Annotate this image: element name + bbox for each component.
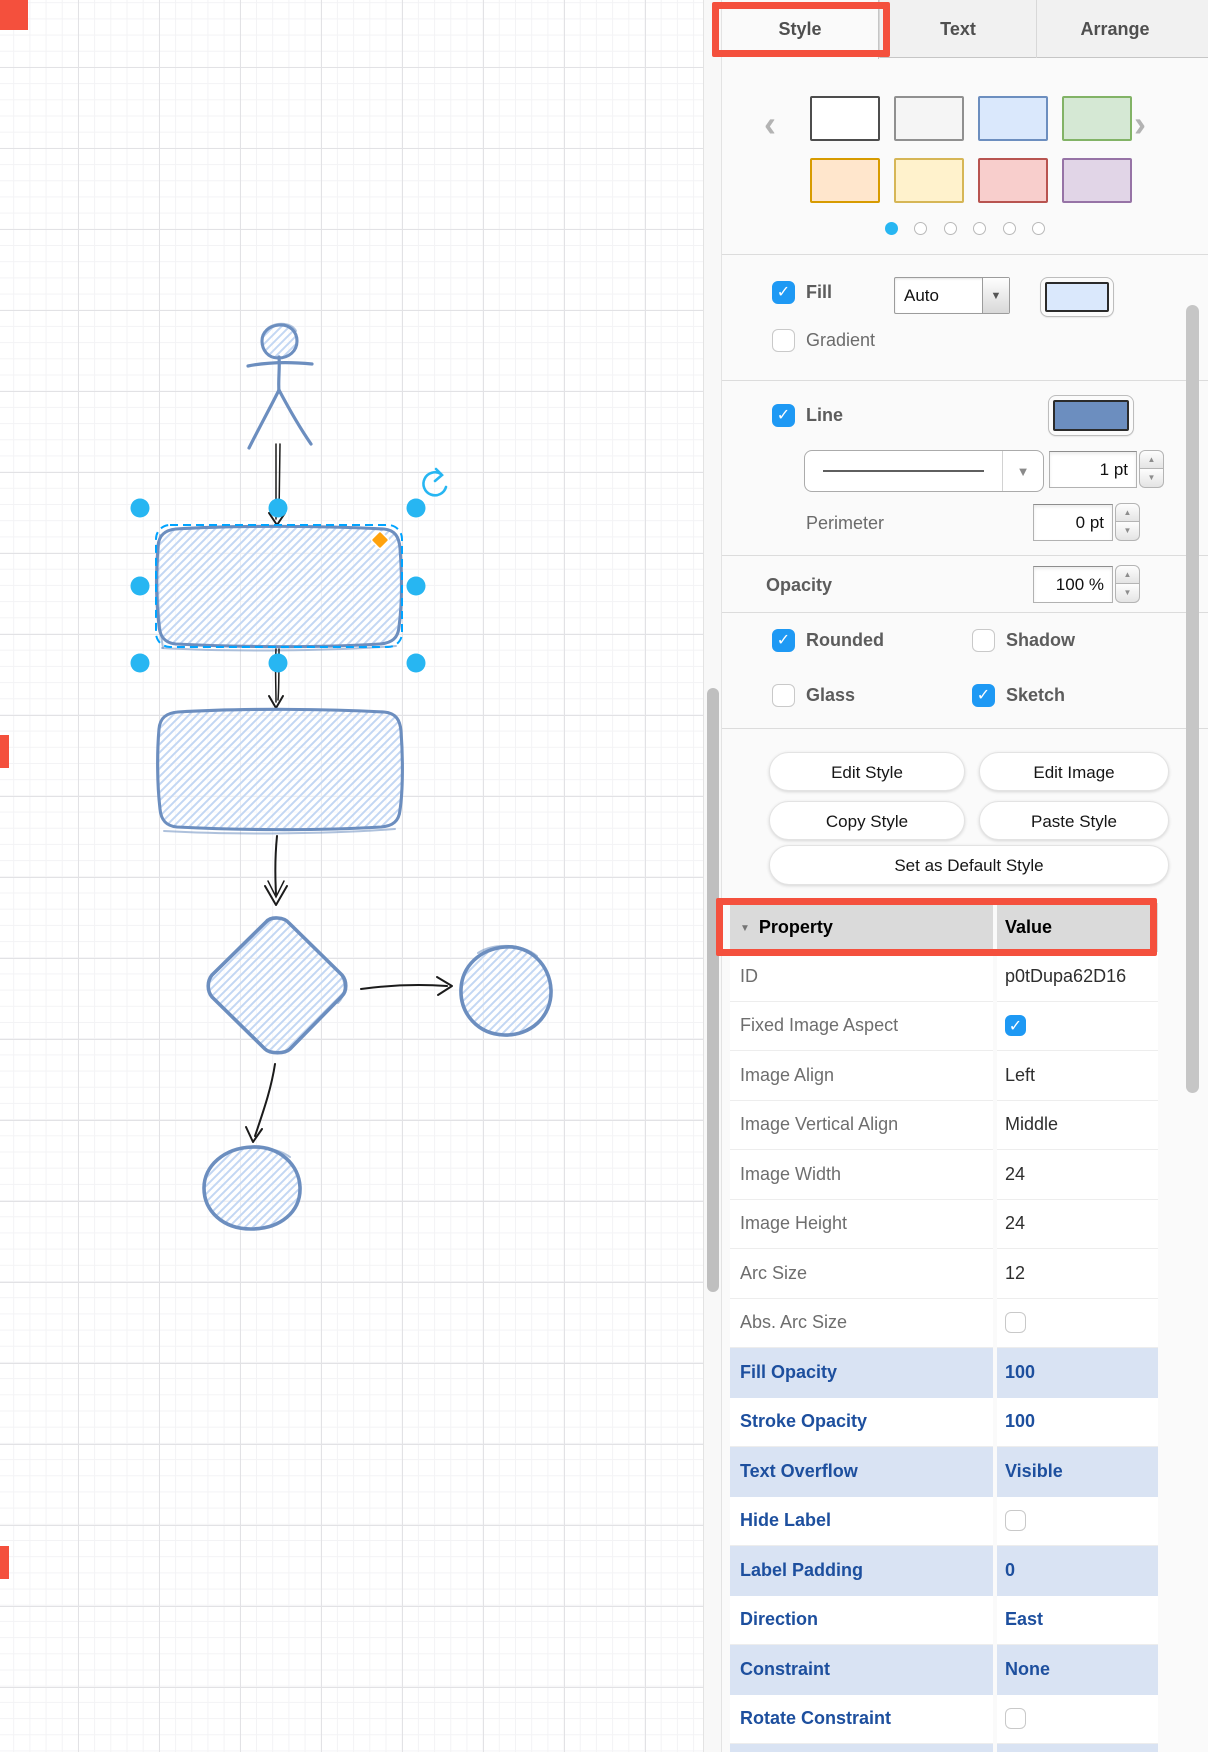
style-swatch[interactable] [810, 96, 880, 141]
sketch-checkbox[interactable] [972, 684, 995, 707]
edit-style-button[interactable]: Edit Style [769, 752, 965, 791]
property-row-text-overflow[interactable]: Text Overflow Visible [730, 1447, 1158, 1497]
stepper-down-icon[interactable]: ▼ [1115, 522, 1140, 541]
gradient-label: Gradient [806, 330, 876, 350]
property-row-image-vertical-align[interactable]: Image Vertical Align Middle [730, 1101, 1158, 1151]
property-row-arc-size[interactable]: Arc Size 12 [730, 1249, 1158, 1299]
collapse-triangle-icon[interactable]: ▼ [740, 923, 750, 934]
canvas-scrollbar-track[interactable] [703, 0, 722, 1752]
pager-dot[interactable] [1003, 222, 1016, 235]
edge-process2-to-decision[interactable] [265, 836, 287, 905]
dropdown-arrow-icon[interactable]: ▼ [1002, 451, 1043, 491]
fill-style-dropdown[interactable] [894, 277, 1010, 314]
style-swatch[interactable] [894, 158, 964, 203]
pager-dot[interactable] [973, 222, 986, 235]
value-column-header[interactable]: Value [997, 903, 1158, 952]
style-swatch[interactable] [1062, 158, 1132, 203]
perimeter-input[interactable] [1033, 504, 1113, 541]
property-row-stroke-opacity[interactable]: Stroke Opacity 100 [730, 1398, 1158, 1448]
resize-handle-nw[interactable] [131, 499, 150, 518]
property-row-image-width[interactable]: Image Width 24 [730, 1150, 1158, 1200]
property-row-image-height[interactable]: Image Height 24 [730, 1200, 1158, 1250]
copy-style-button[interactable]: Copy Style [769, 801, 965, 840]
stepper-up-icon[interactable]: ▲ [1139, 450, 1164, 469]
process-rect-1[interactable] [157, 526, 402, 650]
rotate-handle-arrow[interactable] [435, 469, 442, 481]
glass-label: Glass [806, 685, 856, 705]
red-highlight-style-tab [712, 2, 890, 57]
red-highlight-property-header [716, 898, 1157, 956]
gradient-checkbox[interactable] [772, 329, 795, 352]
property-row-id[interactable]: ID p0tDupa62D16 [730, 952, 1158, 1002]
line-style-dropdown[interactable] [804, 450, 1044, 492]
property-row-abs-arc-size[interactable]: Abs. Arc Size [730, 1299, 1158, 1349]
resize-handle-ne[interactable] [407, 499, 426, 518]
resize-handle-sw[interactable] [131, 654, 150, 673]
line-color-swatch [1053, 400, 1129, 431]
line-color-button[interactable] [1048, 395, 1134, 436]
style-swatch[interactable] [978, 158, 1048, 203]
property-row-fixed-image-aspect[interactable]: Fixed Image Aspect ✓ [730, 1002, 1158, 1052]
stepper-down-icon[interactable]: ▼ [1139, 469, 1164, 488]
perimeter-label: Perimeter [806, 513, 885, 533]
property-row-direction[interactable]: Direction East [730, 1596, 1158, 1646]
property-row-label-padding[interactable]: Label Padding 0 [730, 1546, 1158, 1596]
process-rect-2[interactable] [158, 709, 403, 833]
fill-style-value: Auto [904, 285, 939, 305]
dropdown-arrow-icon[interactable]: ▼ [982, 278, 1009, 313]
row-checkbox[interactable] [1005, 1312, 1026, 1333]
row-checkbox[interactable] [1005, 1708, 1026, 1729]
style-swatch[interactable] [978, 96, 1048, 141]
resize-handle-e[interactable] [407, 577, 426, 596]
opacity-input[interactable] [1033, 566, 1113, 603]
red-annotation-fragment [0, 1546, 9, 1579]
style-swatch[interactable] [894, 96, 964, 141]
edge-decision-to-circle[interactable] [361, 977, 452, 995]
row-checkbox[interactable] [1005, 1510, 1026, 1531]
tab-style[interactable]: Style [722, 0, 879, 59]
style-swatch[interactable] [810, 158, 880, 203]
glass-checkbox[interactable] [772, 684, 795, 707]
resize-handle-n[interactable] [269, 499, 288, 518]
property-header-label: Property [758, 917, 833, 937]
pager-dot[interactable] [914, 222, 927, 235]
property-row-partial [730, 1744, 1158, 1752]
swatch-pager [722, 220, 1208, 238]
divider [722, 728, 1208, 729]
fill-color-swatch [1045, 282, 1109, 312]
fill-checkbox[interactable] [772, 281, 795, 304]
line-style-sample [823, 470, 984, 472]
divider [722, 555, 1208, 556]
tab-text[interactable]: Text [879, 0, 1036, 58]
red-annotation-fragment [0, 0, 28, 30]
divider [722, 254, 1208, 255]
decision-diamond[interactable] [208, 918, 346, 1053]
resize-handle-w[interactable] [131, 577, 150, 596]
stepper-up-icon[interactable]: ▲ [1115, 565, 1140, 584]
circle-shape[interactable] [461, 946, 551, 1035]
perimeter-stepper[interactable] [1115, 503, 1140, 541]
swatch-next-icon[interactable]: › [1134, 103, 1146, 144]
fill-label: Fill [806, 282, 832, 302]
property-row-constraint[interactable]: Constraint None [730, 1645, 1158, 1695]
pager-dot[interactable] [885, 222, 898, 235]
divider [722, 612, 1208, 613]
fill-color-button[interactable] [1040, 277, 1114, 317]
rounded-label: Rounded [806, 630, 884, 650]
actor-shape[interactable] [248, 324, 312, 448]
pager-dot[interactable] [1032, 222, 1045, 235]
row-checkbox[interactable] [1005, 1015, 1026, 1036]
stepper-down-icon[interactable]: ▼ [1115, 584, 1140, 603]
red-annotation-fragment [0, 735, 9, 768]
set-default-style-button[interactable]: Set as Default Style [769, 845, 1169, 885]
edge-decision-to-terminator[interactable] [246, 1064, 275, 1142]
tab-arrange[interactable]: Arrange [1036, 0, 1193, 58]
resize-handle-s[interactable] [269, 654, 288, 673]
shadow-checkbox[interactable] [972, 629, 995, 652]
line-width-input[interactable] [1049, 451, 1137, 488]
format-panel [722, 0, 1208, 1752]
terminator-ellipse[interactable] [204, 1147, 300, 1229]
divider [722, 380, 1208, 381]
line-label: Line [806, 405, 844, 425]
edit-image-button[interactable]: Edit Image [979, 752, 1169, 791]
stepper-up-icon[interactable]: ▲ [1115, 503, 1140, 522]
line-width-stepper[interactable] [1139, 450, 1164, 488]
property-row-hide-label[interactable]: Hide Label [730, 1497, 1158, 1547]
canvas-scrollbar-thumb[interactable] [707, 688, 719, 1292]
property-row-rotate-constraint[interactable]: Rotate Constraint [730, 1695, 1158, 1745]
property-table [730, 903, 1158, 1752]
opacity-label: Opacity [766, 575, 833, 595]
opacity-stepper[interactable] [1115, 565, 1140, 603]
property-row-image-align[interactable]: Image Align Left [730, 1051, 1158, 1101]
resize-handle-se[interactable] [407, 654, 426, 673]
pager-dot[interactable] [944, 222, 957, 235]
panel-scrollbar-thumb[interactable] [1186, 305, 1199, 1093]
rounded-checkbox[interactable] [772, 629, 795, 652]
shadow-label: Shadow [1006, 630, 1076, 650]
paste-style-button[interactable]: Paste Style [979, 801, 1169, 840]
property-row-fill-opacity[interactable]: Fill Opacity 100 [730, 1348, 1158, 1398]
swatch-prev-icon[interactable]: ‹ [764, 103, 776, 144]
line-checkbox[interactable] [772, 404, 795, 427]
style-swatch[interactable] [1062, 96, 1132, 141]
sketch-label: Sketch [1006, 685, 1066, 705]
